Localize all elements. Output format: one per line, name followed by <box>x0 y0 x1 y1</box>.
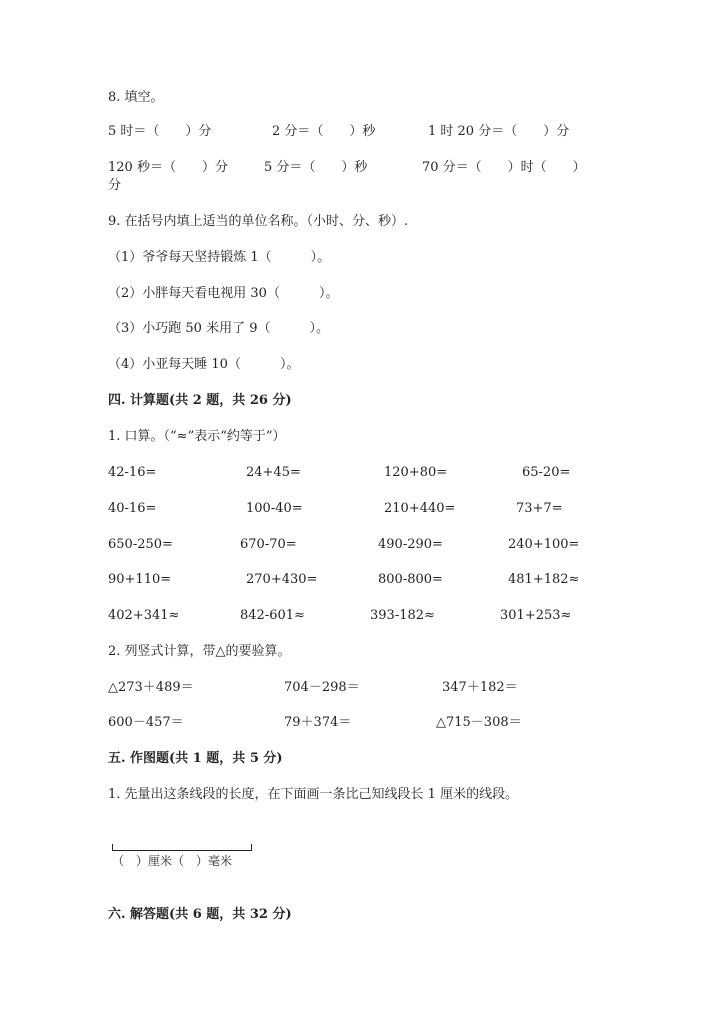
vertical-calc-item: 600－457＝ <box>108 715 184 730</box>
q8-blank-4: 120 秒＝（ ）分 <box>108 160 228 175</box>
vertical-calc-item: 704－298＝ <box>284 680 360 695</box>
q8-blank-6: 70 分＝（ ）时（ ） <box>422 160 586 175</box>
oral-calc-item: 40-16= <box>108 501 157 516</box>
vertical-calc-item: △715－308＝ <box>436 715 522 730</box>
q8-blank-2: 2 分＝（ ）秒 <box>272 124 376 139</box>
oral-calc-item: 650-250= <box>108 537 173 552</box>
oral-calc-item: 842-601≈ <box>240 608 305 623</box>
q9-item: （3）小巧跑 50 米用了 9（ ）。 <box>108 321 329 336</box>
vertical-calc-title: 2. 列竖式计算，带△的要验算。 <box>108 644 291 659</box>
q8-blank-6-wrap: 分 <box>108 178 122 193</box>
q9-item: （4）小亚每天睡 10（ ）。 <box>108 357 300 372</box>
section6-heading: 六. 解答题(共 6 题，共 32 分) <box>108 907 292 922</box>
measure-answer-blank: （ ）厘米（ ）毫米 <box>112 854 233 868</box>
oral-calc-item: 24+45= <box>246 465 301 480</box>
oral-calc-item: 402+341≈ <box>108 608 180 623</box>
given-line-segment <box>112 844 252 851</box>
oral-calc-item: 240+100= <box>508 537 580 552</box>
oral-calc-item: 800-800= <box>378 572 443 587</box>
q9-item: （1）爷爷每天坚持锻炼 1（ ）。 <box>108 250 331 265</box>
q8-blank-1: 5 时＝（ ）分 <box>108 124 212 139</box>
oral-calc-item: 393-182≈ <box>370 608 435 623</box>
vertical-calc-item: 347＋182＝ <box>442 680 518 695</box>
q9-title: 9. 在括号内填上适当的单位名称。（小时、分、秒）. <box>108 214 409 229</box>
oral-calc-item: 90+110= <box>108 572 172 587</box>
section4-heading: 四. 计算题(共 2 题，共 26 分) <box>108 393 292 408</box>
oral-calc-item: 481+182≈ <box>508 572 580 587</box>
oral-calc-item: 670-70= <box>240 537 297 552</box>
q8-blank-3: 1 时 20 分＝（ ）分 <box>428 124 570 139</box>
q8-blank-5: 5 分＝（ ）秒 <box>264 160 368 175</box>
oral-calc-title: 1. 口算。（“≈”表示“约等于”） <box>108 429 286 444</box>
oral-calc-item: 270+430= <box>246 572 318 587</box>
section5-heading: 五. 作图题(共 1 题，共 5 分) <box>108 751 283 766</box>
oral-calc-item: 42-16= <box>108 465 157 480</box>
oral-calc-item: 65-20= <box>522 465 571 480</box>
q8-title: 8. 填空。 <box>108 90 164 105</box>
vertical-calc-item: 79＋374＝ <box>284 715 352 730</box>
vertical-calc-item: △273＋489＝ <box>108 680 194 695</box>
oral-calc-item: 210+440= <box>384 501 456 516</box>
oral-calc-item: 301+253≈ <box>500 608 572 623</box>
q9-item: （2）小胖每天看电视用 30（ ）。 <box>108 286 339 301</box>
oral-calc-item: 490-290= <box>378 537 443 552</box>
oral-calc-item: 120+80= <box>384 465 448 480</box>
oral-calc-item: 73+7= <box>516 501 563 516</box>
drawing-question: 1. 先量出这条线段的长度，在下面画一条比己知线段长 1 厘米的线段。 <box>108 787 519 802</box>
oral-calc-item: 100-40= <box>246 501 303 516</box>
